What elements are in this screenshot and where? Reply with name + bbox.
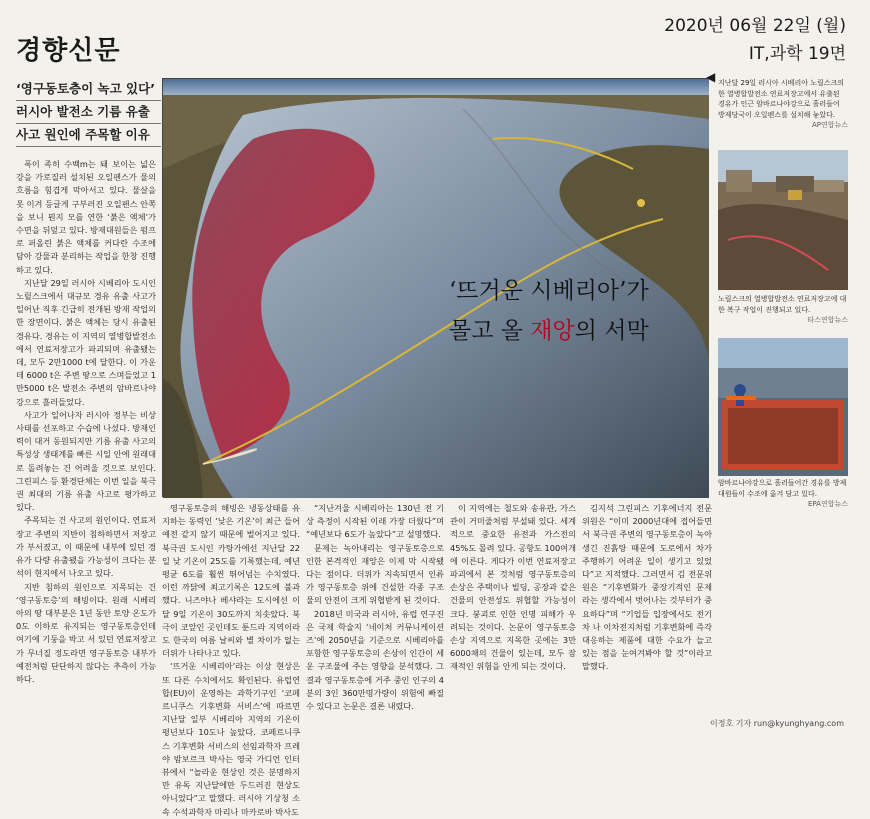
paragraph: 지난달 29일 러시아 시베리아 도시인 노릴스크에서 대규모 경유 유출 사고가 일어난 직후 긴급히 전개된 방재 작업의 한 장면이다. 붉은 액체는 당시 유출된 경유다. 경유는 이 지역의 열병합발전소에서 연료저장고가 파괴되며 유출됐는데, 모두 2만1000 t에 달한다. 이 가운데 6000 t은 주변 땅으로 스며들었고 1만5000 t은 발전소 주변의 암바르나야강으로 흘러들었다. xyxy=(16,277,156,407)
headline-line-2: 몰고 올 재앙의 서막 xyxy=(449,318,649,344)
paragraph: 영구동토층의 해빙은 냉동상태를 유지하는 동력인 ‘낮은 기온’이 최근 들어 예전 같지 않기 때문에 벌어지고 있다. 북극권 도시인 카탕가에선 지난달 22일 낮 기온이 25도를 기록했는데, 예년 평균 6도를 훨씬 뛰어넘는 수치였다. 이런 까닭에 최고기록은 12도에 불과했다. 니즈야나 베샤라는 도시에선 이달 9일 기온이 30도까지 치솟았다. 북극이 코앞인 곳인데도 툰드라 지역이라도 한국의 여름 날씨와 별 차이가 없는 더위가 나타나고 있다. xyxy=(162,503,300,659)
subhead-3: 사고 원인에 주목할 이유 xyxy=(16,124,161,147)
paragraph: 2018년 미국과 러시아, 유럽 연구진은 국제 학술지 ‘네이처 커뮤니케이션즈’에 2050년을 기준으로 시베리아를 포함한 영구동토층의 손상이 인간이 세운 구조물에 주는 영향을 분석했다. 그 결과 영구동토층에 거주 중인 인구의 4분의 3인 360만명가량이 위험에 빠질 수 있다고 논문은 결론 내렸다. xyxy=(306,608,444,712)
photo-caption-2: 노릴스크의 열병합발전소 연료저장고에 대한 복구 작업이 진행되고 있다. 타스연합뉴스 xyxy=(718,295,848,324)
paragraph: 주목되는 건 사고의 원인이다. 연료저장고 주변의 지반이 침하하면서 저장고가 부서졌고, 이 때문에 내부에 있던 경유가 다량 유출됐을 가능성이 크다는 분석이 현지에서 나오고 있다. xyxy=(16,515,156,579)
article-column-e xyxy=(582,502,712,718)
paragraph: 김지석 그린피스 기후에너지 전문위원은 “이미 2000년대에 접어들면서 북극권 주변의 영구동토층이 녹아 생긴 진흙탕 때문에 도로에서 차가 주행하기 어려운 일이 생기고 있었다”고 지적했다. 그러면서 김 전문위원은 “기후변화가 중장기적인 문제라는 생각에서 벗어나는 것부터가 중요하다”며 “기업들 입장에서도 전기차 나 이차전지처럼 기후변화에 즉각 대응하는 제품에 대한 수요가 늘고 있는 점을 눈여겨봐야 할 것”이라고 말했다. xyxy=(582,503,712,672)
paragraph: 폭이 족히 수백m는 돼 보이는 넓은 강을 가로질러 설치된 오일펜스가 물의 흐름을 힘겹게 막아서고 있다. 물살을 못 이겨 등글게 구부러진 오일펜스 안쪽을 보니 뭔지 모를 연한 ‘붉은 액체’가 수면을 뒤덮고 있다. 방재대원들은 펌프로 퍼올린 붉은 액체를 커다란 수조에 담아 강물과 분리하는 작업을 한창 진행하고 있다. xyxy=(16,159,156,275)
paragraph: 지반 침하의 원인으로 지목되는 건 ‘영구동토층’의 해빙이다. 원래 시베리아의 땅 대부분은 1년 동안 토양 온도가 0도 이하로 유지되는 영구동토층인데 여기에 기둥을 박고 서 있던 연료저장고가 무너질 정도라면 영구동토층 내부가 예전처럼 단단하지 않다는 추측이 가능하다. xyxy=(16,581,156,684)
main-headline xyxy=(449,271,649,351)
article-column-d xyxy=(450,502,576,718)
article-column-a xyxy=(16,158,156,718)
headline-line-1: ‘뜨거운 시베리아’가 xyxy=(449,278,649,304)
paragraph: 이 지역에는 철도와 송유관, 가스관이 거미줄처럼 부설돼 있다. 세계적으로 중요한 유전과 가스전의 45%도 몰려 있다. 공항도 100여개에 이른다. 게다가 이번 연료저장고 파괴에서 본 것처럼 영구동토층의 손상은 주택이나 빌딩, 공장과 같은 건물의 안전성도 위협할 가능성이 크다. 붕괴로 인한 인명 피해가 우려되는 것이다. 논문이 영구동토층 손상 지역으로 지목한 곳에는 3만6000채의 건물이 있는데, 모두 잠재적인 위험을 안게 되는 것이다. xyxy=(450,503,576,672)
article-column-c xyxy=(306,502,444,718)
publish-date: 2020년 06월 22일 (월) xyxy=(664,16,846,36)
photo-credit: AP연합뉴스 xyxy=(811,121,848,129)
dateline xyxy=(664,12,846,68)
paragraph: “지난겨울 시베리아는 130년 전 기상 측정이 시작된 이래 가장 더웠다”며 “예년보다 6도가 높았다”고 설명했다. xyxy=(306,503,444,540)
photo-caption-1: 지난달 29일 러시아 시베리아 노릴스크의 한 열병합발전소 연료저장고에서 유출된 경유가 인근 암바르나야강으로 흘러들어 방제당국이 오일펜스를 설치해 놓았다. AP연합뉴스 xyxy=(718,79,848,129)
photo-credit: EPA연합뉴스 xyxy=(807,500,848,508)
main-photo-oil-spill-river xyxy=(162,78,708,497)
newspaper-masthead: 경향신문 xyxy=(16,36,121,66)
subhead-2: 러시아 발전소 기름 유출 xyxy=(16,101,161,124)
paragraph: 문제는 녹아내리는 영구동토층으로 인한 본격적인 재앙은 이제 막 시작됐다는 점이다. 더위가 지속되면서 인류가 영구동토층 위에 건설한 각종 구조물의 안전이 크게 위협받게 된 것이다. xyxy=(306,542,444,606)
article-column-b xyxy=(162,502,300,817)
headline-highlight: 재앙 xyxy=(530,318,575,344)
boat-marker xyxy=(637,199,645,207)
paragraph: ‘뜨거운 시베리아’라는 이상 현상은 또 다른 수치에서도 확인된다. 유럽연합(EU)이 운영하는 과학기구인 ‘코페르니쿠스 기후변화 서비스’에 따르면 지난달 일부 시베리아 지역의 기온이 평년보다 10도나 높았다. 코페르니쿠스 기후변화 서비스의 선임과학자 프레야 밤보르크 박사는 영국 가디언 인터뷰에서 “놀라운 현상인 것은 분명하지만 유독 지난달에만 두드러진 현상도 아니었다”고 말했다. 러시아 기상청 소속 수석과학자 마리나 마카로바 박사도 xyxy=(162,661,300,817)
byline: 이정호 기자 run@kyunghyang.com xyxy=(710,719,844,728)
photo-cleanup-tank xyxy=(718,338,848,476)
subhead-1: ‘영구동토층이 녹고 있다’ xyxy=(16,78,161,101)
page-section: IT,과학 19면 xyxy=(748,44,846,64)
paragraph: 사고가 일어나자 러시아 정부는 비상사태를 선포하고 수습에 나섰다. 방재인력이 대거 동원되지만 기름 유출 사고의 특성상 생태계를 빠른 시일 안에 원래대로 돌려놓는 건 어려울 것으로 보인다. 그린피스 등 환경단체는 이번 일을 북극권 최대의 기름 유출 사고로 평가하고 있다. xyxy=(16,409,156,513)
photo-repair-site xyxy=(718,150,848,290)
subheadings xyxy=(16,78,161,147)
article-column-f xyxy=(718,502,848,712)
caption-pointer-icon: ◀ xyxy=(706,70,716,84)
photo-credit: 타스연합뉴스 xyxy=(807,316,848,324)
photo-caption-3: 암바르나야강으로 흘러들어간 경유를 방제대원들이 수조에 옮겨 담고 있다. EPA연합뉴스 xyxy=(718,479,848,508)
